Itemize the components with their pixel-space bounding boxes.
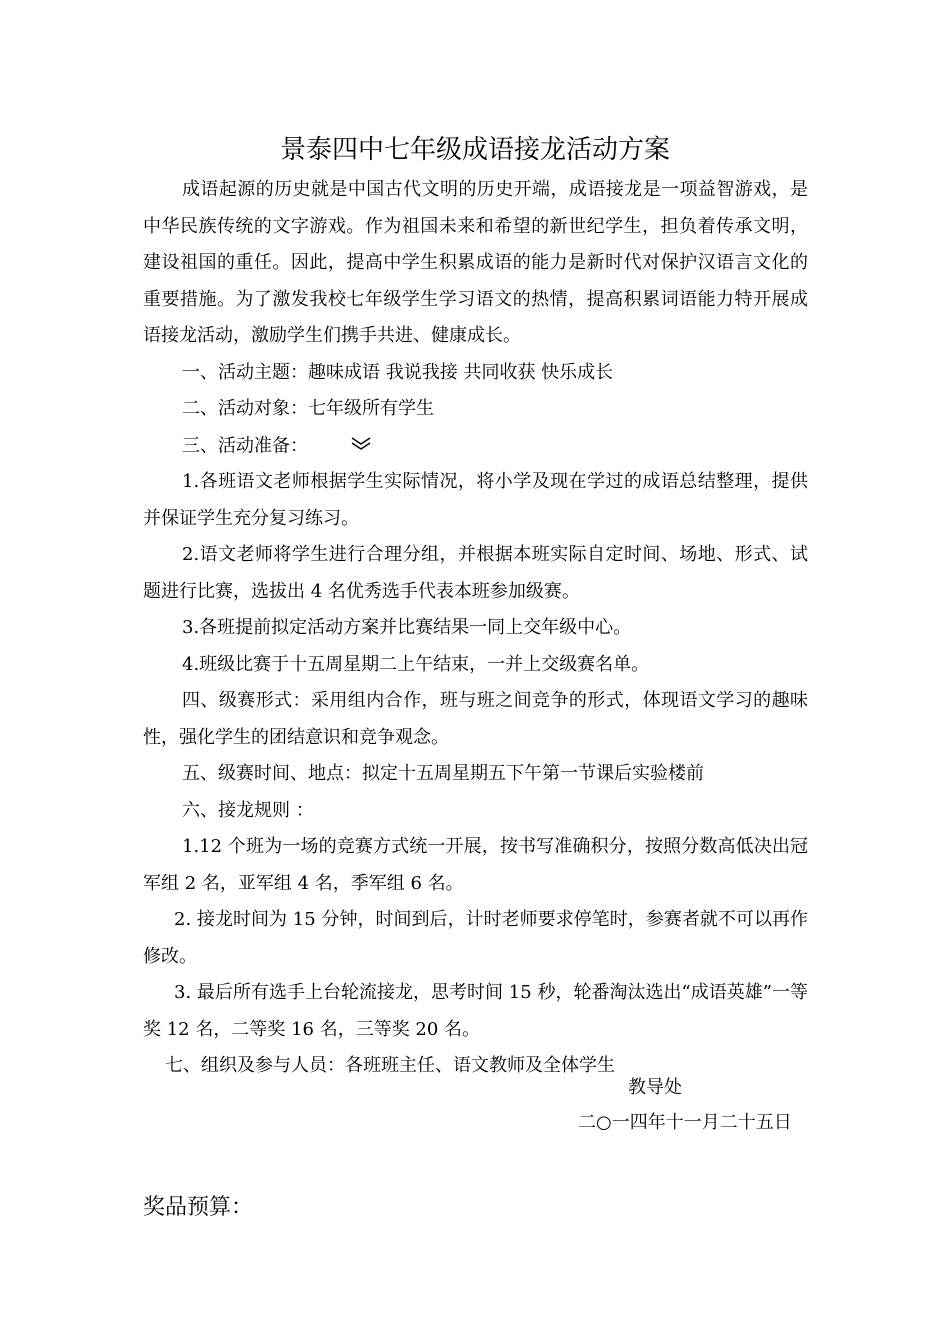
- issue-date: 二○一四年十一月二十五日: [578, 1112, 792, 1133]
- section-participants: 二、活动对象：七年级所有学生: [182, 398, 434, 419]
- rule-item-1: 1.12 个班为一场的竞赛方式统一开展，按书写准确积分，按照分数高低决出冠军组 2 名，亚军组 4 名，季军组 6 名。: [143, 836, 808, 894]
- document-title: 景泰四中七年级成语接龙活动方案: [279, 135, 670, 165]
- issuer-department: 教导处: [628, 1077, 682, 1098]
- prep-item-3: 3.各班提前拟定活动方案并比赛结果一同上交年级中心。: [182, 617, 632, 639]
- double-chevron-down-icon: [312, 428, 371, 465]
- section-time-place: 五、级赛时间、地点：拟定十五周星期五下午第一节课后实验楼前: [182, 763, 704, 785]
- budget-heading: 奖品预算：: [143, 1195, 254, 1220]
- prep-item-1: 1.各班语文老师根据学生实际情况，将小学及现在学过的成语总结整理，提供并保证学生充分复习练习。: [143, 471, 808, 529]
- prep-item-4: 4.班级比赛于十五周星期二上午结束，一并上交级赛名单。: [182, 653, 650, 675]
- prep-item-2: 2.语文老师将学生进行合理分组，并根据本班实际自定时间、场地、形式、试题进行比赛，选拔出 4 名优秀选手代表本班参加级赛。: [143, 544, 808, 602]
- section-theme: 一、活动主题：趣味成语 我说我接 共同收获 快乐成长: [182, 361, 614, 383]
- section-preparation-label: 三、活动准备：: [182, 434, 308, 456]
- intro-paragraph: 成语起源的历史就是中国古代文明的历史开端，成语接龙是一项益智游戏，是中华民族传统的文字游戏。作为祖国未来和希望的新世纪学生，担负着传承文明，建设祖国的重任。因此，提高中学生积累成语的能力是新时代对保护汉语言文化的重要措施。为了激发我校七年级学生学习语文的热情，提高积累词语能力特开展成语接龙活动，激励学生们携手共进、健康成长。: [143, 179, 808, 346]
- section-rules-heading: 六、接龙规则 ：: [182, 799, 314, 821]
- section-preparation-heading: [143, 428, 808, 465]
- section-format: 四、级赛形式：采用组内合作，班与班之间竞争的形式，体现语文学习的趣味性，强化学生的团结意识和竞争观念。: [143, 690, 808, 748]
- document-body: [143, 172, 808, 1085]
- rule-item-2: 2. 接龙时间为 15 分钟，时间到后，计时老师要求停笔时，参赛者就不可以再作修改。: [143, 909, 808, 967]
- rule-item-3: 3. 最后所有选手上台轮流接龙，思考时间 15 秒，轮番淘汰选出“成语英雄”一等奖 12 名，二等奖 16 名，三等奖 20 名。: [143, 982, 808, 1040]
- section-organizers: 七、组织及参与人员：各班班主任、语文教师及全体学生: [165, 1055, 615, 1077]
